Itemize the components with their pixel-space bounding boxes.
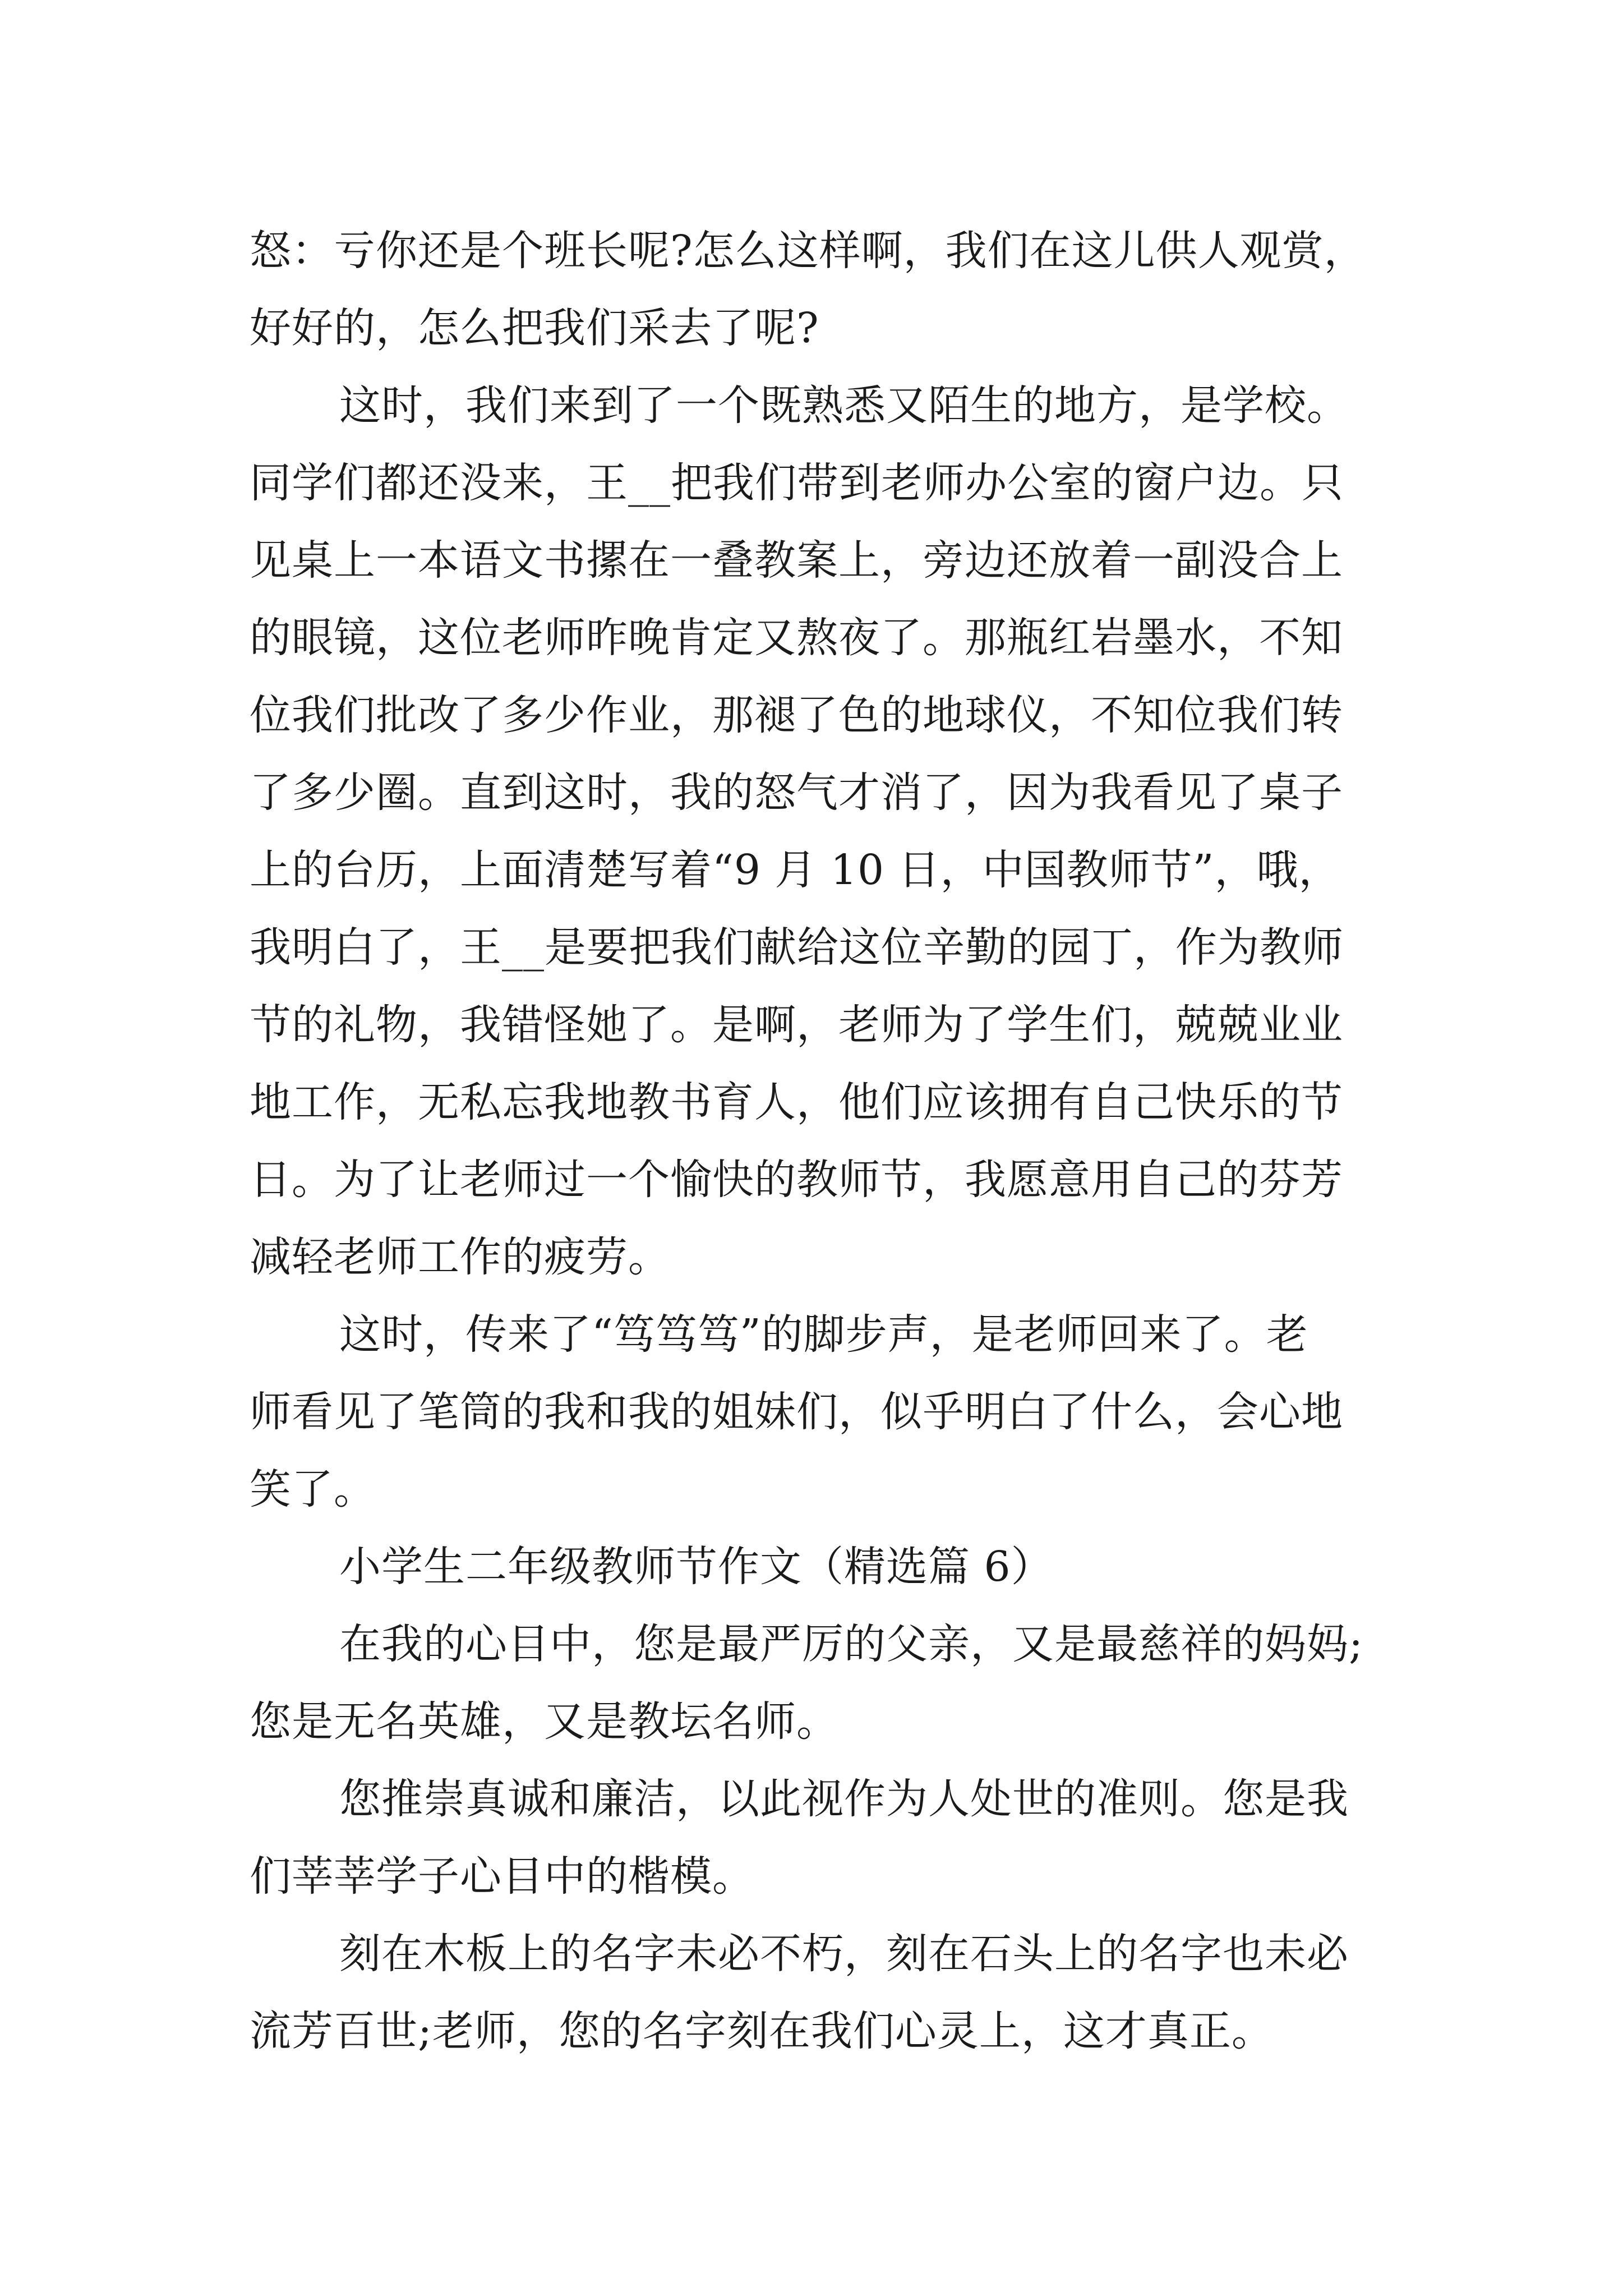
text-line: 的眼镜，这位老师昨晚肯定又熬夜了。那瓶红岩墨水，不知 (250, 614, 1343, 662)
text-line: 笑了。 (250, 1465, 376, 1513)
text-line: 见桌上一本语文书摞在一叠教案上，旁边还放着一副没合上 (250, 536, 1343, 585)
text-line: 节的礼物，我错怪她了。是啊，老师为了学生们，兢兢业业 (250, 1001, 1343, 1049)
text-line: 位我们批改了多少作业，那褪了色的地球仪，不知位我们转 (250, 691, 1343, 739)
text-line: 流芳百世;老师，您的名字刻在我们心灵上，这才真正。 (250, 2007, 1274, 2055)
text-line: 地工作，无私忘我地教书育人，他们应该拥有自己快乐的节 (250, 1078, 1343, 1126)
text-line: 日。为了让老师过一个愉快的教师节，我愿意用自己的芬芳 (250, 1156, 1343, 1204)
text-line: 刻在木板上的名字未必不朽，刻在石头上的名字也未必 (339, 1930, 1349, 1978)
text-line: 减轻老师工作的疲劳。 (250, 1233, 670, 1281)
text-line: 同学们都还没来，王__把我们带到老师办公室的窗户边。只 (250, 459, 1344, 507)
text-line: 上的台历，上面清楚写着“9 月 10 日，中国教师节”，哦， (250, 846, 1341, 894)
text-line: 您推崇真诚和廉洁，以此视作为人处世的准则。您是我 (339, 1775, 1349, 1823)
text-line: 们莘莘学子心目中的楷模。 (250, 1852, 754, 1901)
text-line: 您是无名英雄，又是教坛名师。 (250, 1697, 838, 1746)
text-line: 这时，传来了“笃笃笃”的脚步声，是老师回来了。老 (339, 1310, 1308, 1359)
text-line: 这时，我们来到了一个既熟悉又陌生的地方，是学校。 (339, 381, 1349, 430)
text-line: 怒：亏你还是个班长呢?怎么这样啊，我们在这儿供人观赏， (250, 227, 1366, 275)
section-heading: 小学生二年级教师节作文（精选篇 6） (339, 1543, 1053, 1591)
text-line: 了多少圈。直到这时，我的怒气才消了，因为我看见了桌子 (250, 769, 1343, 817)
body-text (250, 212, 1396, 2070)
text-line: 我明白了，王__是要把我们献给这位辛勤的园丁，作为教师 (250, 923, 1344, 972)
text-line: 师看见了笔筒的我和我的姐妹们，似乎明白了什么，会心地 (250, 1388, 1343, 1436)
text-line: 好好的，怎么把我们采去了呢? (250, 304, 819, 352)
text-line: 在我的心目中，您是最严厉的父亲，又是最慈祥的妈妈; (339, 1620, 1363, 1668)
